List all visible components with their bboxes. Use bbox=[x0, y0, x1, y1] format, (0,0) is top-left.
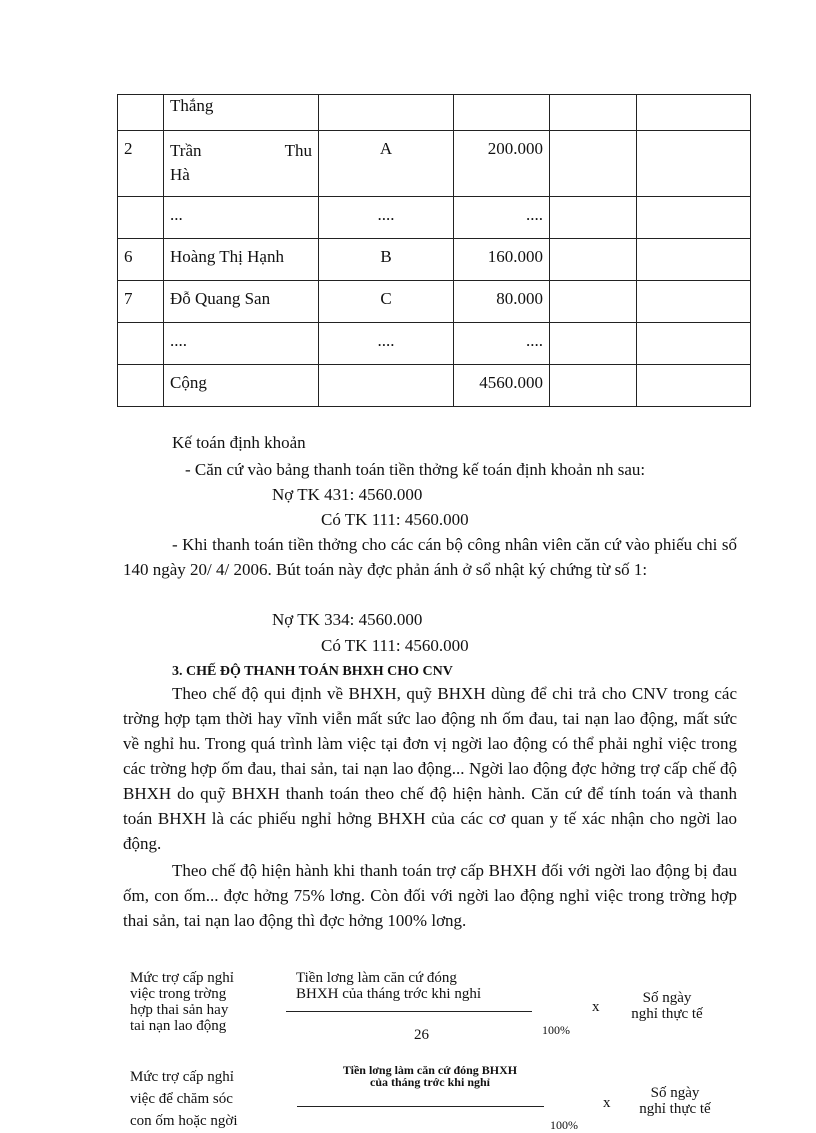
cell-sign bbox=[550, 323, 637, 365]
table-row bbox=[118, 95, 751, 131]
cell-amount: 160.000 bbox=[454, 239, 550, 281]
formula2-num-line: của tháng trớc khi nghỉ bbox=[370, 1075, 490, 1089]
formula2-left-line: Mức trợ cấp nghỉ bbox=[130, 1069, 234, 1085]
formula2-fraction-bar bbox=[297, 1106, 544, 1107]
formula1-left-line: việc trong trờng bbox=[130, 986, 227, 1002]
name-part: Hà bbox=[170, 165, 190, 184]
formula2-percent: 100% bbox=[550, 1118, 578, 1132]
cell-no bbox=[118, 365, 164, 407]
formula2-right bbox=[630, 1085, 720, 1117]
name-part: Trần bbox=[170, 141, 202, 160]
formula1-right-line: Số ngày bbox=[642, 990, 692, 1006]
cell-note bbox=[637, 131, 751, 197]
total-amount: 4560.000 bbox=[454, 365, 550, 407]
cell-name: Đỗ Quang San bbox=[164, 281, 319, 323]
cell-grade: C bbox=[319, 281, 454, 323]
table-row bbox=[118, 131, 751, 197]
cell-name: ... bbox=[164, 197, 319, 239]
cell-no bbox=[118, 95, 164, 131]
formula1-fraction-bar bbox=[286, 1011, 532, 1012]
table-row bbox=[118, 281, 751, 323]
cell-grade bbox=[319, 365, 454, 407]
name-part: Thu bbox=[284, 141, 312, 160]
formula1-num-line: Tiền lơng làm căn cứ đóng bbox=[296, 970, 457, 986]
formula1-left bbox=[130, 970, 234, 1034]
cell-sign bbox=[550, 239, 637, 281]
cell-name bbox=[164, 95, 319, 131]
cell-amount: .... bbox=[454, 323, 550, 365]
cell-sign bbox=[550, 131, 637, 197]
bonus-table bbox=[117, 94, 751, 407]
debit-431: Nợ TK 431: 4560.000 bbox=[272, 485, 423, 504]
formula2-num-line: Tiền lơng làm căn cứ đóng BHXH bbox=[342, 1063, 518, 1077]
total-label: Cộng bbox=[164, 365, 319, 407]
cell-no bbox=[118, 197, 164, 239]
cell-amount: .... bbox=[454, 197, 550, 239]
cell-no: 7 bbox=[118, 281, 164, 323]
formula2-left bbox=[130, 1066, 238, 1132]
name-text: Thắng bbox=[170, 96, 214, 115]
cell-note bbox=[637, 239, 751, 281]
formula1-numerator bbox=[296, 970, 481, 1002]
cell-sign bbox=[550, 95, 637, 131]
cell-grade bbox=[319, 95, 454, 131]
cell-grade: B bbox=[319, 239, 454, 281]
credit-111-b: Có TK 111: 4560.000 bbox=[321, 636, 469, 655]
table-row bbox=[118, 323, 751, 365]
formula2-left-line: con ốm hoặc ngời bbox=[130, 1113, 238, 1129]
bhxh-paragraph-1: Theo chế độ qui định về BHXH, quỹ BHXH dùng để chi trả cho CNV trong các trờng hợp tạm thời hay vĩnh viễn mất sức lao động nh ốm đau, tai nạn lao động, mất sức về nghỉ hu. Trong quá trình làm việc tại đơn vị ngời lao động có thể phải nghỉ việc trong các trờng hợp ốm đau, thai sản, tai nạn lao động... Ngời lao động đợc hởng trợ cấp chế độ BHXH do quỹ BHXH thanh toán theo chế độ hiện hành. Căn cứ để tính toán và thanh toán BHXH là các phiếu nghỉ hởng BHXH của các cơ quan y tế xác nhận cho ngời lao động. bbox=[123, 684, 737, 853]
cell-grade: .... bbox=[319, 197, 454, 239]
cell-grade: A bbox=[319, 131, 454, 197]
cell-name: Hoàng Thị Hạnh bbox=[164, 239, 319, 281]
cell-note bbox=[637, 281, 751, 323]
formula2-right-line: nghỉ thực tế bbox=[639, 1101, 711, 1117]
formula1-left-line: tai nạn lao động bbox=[130, 1018, 227, 1034]
cell-no: 6 bbox=[118, 239, 164, 281]
cell-note bbox=[637, 365, 751, 407]
cell-name: .... bbox=[164, 323, 319, 365]
cell-note bbox=[637, 323, 751, 365]
credit-111-a: Có TK 111: 4560.000 bbox=[321, 510, 469, 529]
formula1-left-line: Mức trợ cấp nghỉ bbox=[130, 970, 234, 986]
cell-note bbox=[637, 197, 751, 239]
cell-sign bbox=[550, 365, 637, 407]
formula1-left-line: hợp thai sản hay bbox=[130, 1002, 229, 1018]
cell-amount: 80.000 bbox=[454, 281, 550, 323]
formula2-times: x bbox=[603, 1095, 611, 1111]
formula2-left-line: việc để chăm sóc bbox=[130, 1091, 233, 1107]
bhxh-paragraph-2: Theo chế độ hiện hành khi thanh toán trợ cấp BHXH đối với ngời lao động bị đau ốm, con ốm... đợc hởng 75% lơng. Còn đối với ngời lao động nghỉ việc trong trờng hợp thai sản, tai nạn lao động thì đợc hởng 100% lơng. bbox=[123, 861, 737, 930]
cell-no: 2 bbox=[118, 131, 164, 197]
cell-amount: 200.000 bbox=[454, 131, 550, 197]
cell-name bbox=[164, 131, 319, 197]
cell-no bbox=[118, 323, 164, 365]
section-heading: 3. CHẾ ĐỘ THANH TOÁN BHXH CHO CNV bbox=[172, 664, 453, 679]
cell-sign bbox=[550, 281, 637, 323]
table-row bbox=[118, 239, 751, 281]
table-row bbox=[118, 197, 751, 239]
formula1-percent: 100% bbox=[542, 1023, 570, 1037]
payment-paragraph: - Khi thanh toán tiền thởng cho các cán bộ công nhân viên căn cứ vào phiếu chi số 140 ngày 20/ 4/ 2006. Bút toán này đợc phản ánh ở sổ nhật ký chứng từ số 1: bbox=[123, 535, 737, 579]
ke-toan-label: Kế toán định khoản bbox=[172, 433, 306, 452]
table-row-total bbox=[118, 365, 751, 407]
cell-note bbox=[637, 95, 751, 131]
cell-sign bbox=[550, 197, 637, 239]
cell-amount bbox=[454, 95, 550, 131]
cell-grade: .... bbox=[319, 323, 454, 365]
formula1-right bbox=[622, 990, 712, 1022]
formula1-times: x bbox=[592, 999, 600, 1015]
formula2-numerator bbox=[300, 1064, 560, 1088]
formula1-denominator: 26 bbox=[414, 1027, 429, 1043]
can-cu-line: - Căn cứ vào bảng thanh toán tiền thởng kế toán định khoản nh sau: bbox=[185, 460, 646, 479]
formula1-right-line: nghỉ thực tế bbox=[631, 1006, 703, 1022]
debit-334: Nợ TK 334: 4560.000 bbox=[272, 610, 423, 629]
formula2-right-line: Số ngày bbox=[650, 1085, 700, 1101]
formula1-num-line: BHXH của tháng trớc khi nghỉ bbox=[296, 986, 481, 1002]
